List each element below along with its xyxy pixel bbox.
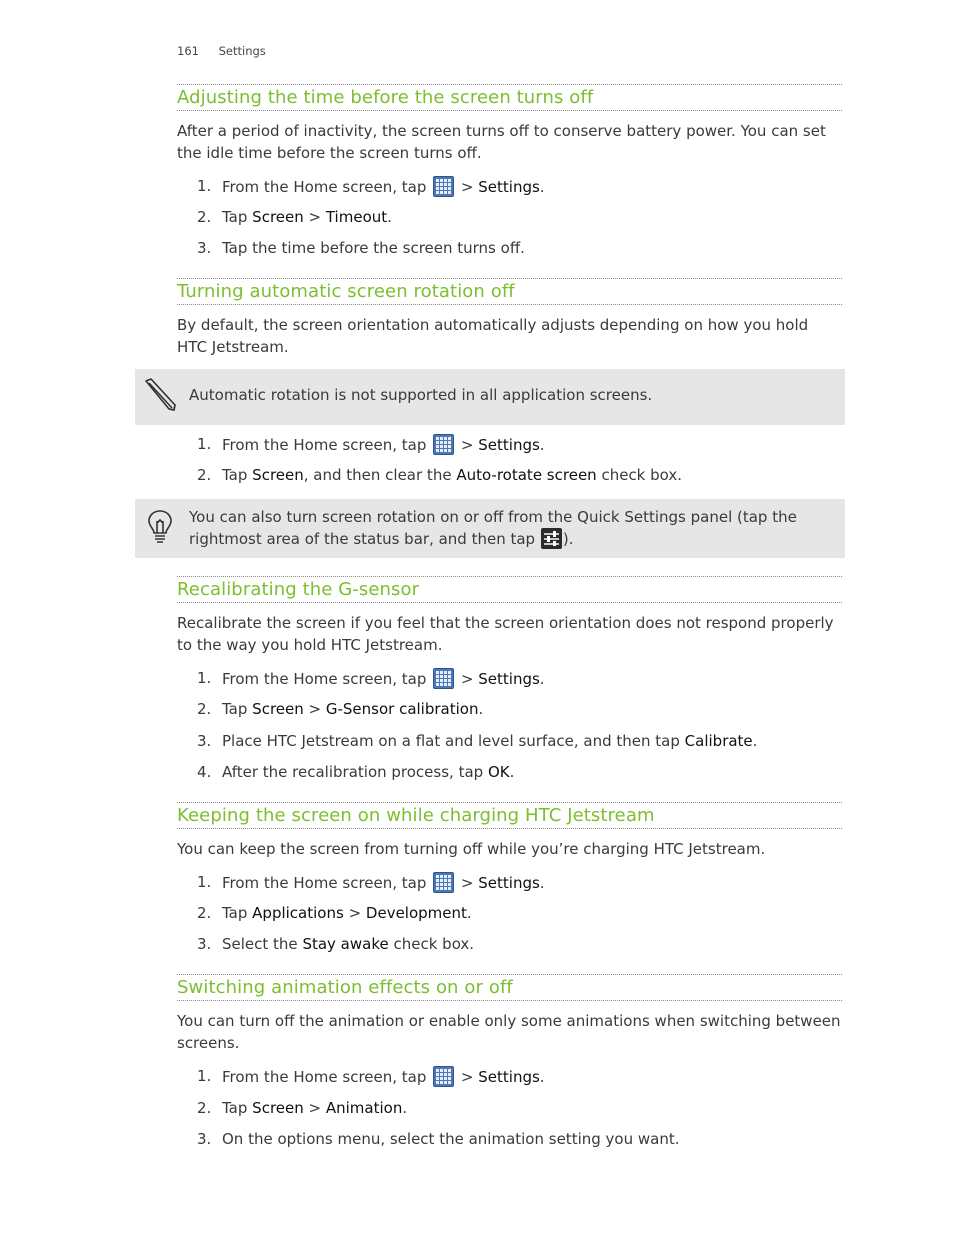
section-title: Keeping the screen on while charging HTC Jetstream (177, 805, 655, 826)
page-number: 161 (177, 44, 199, 58)
section-body: After a period of inactivity, the screen turns off to conserve battery power. You can set the idle time before the screen turns off. (177, 122, 826, 162)
section-animation: Switching animation effects on or off You can turn off the animation or enable only some animations when switching between screens. 1. From the Home screen, tap > Settings. 2. Tap Screen > Animation. 3. On the options menu, select the animation setting you want. (177, 974, 842, 1001)
section-title: Switching animation effects on or off (177, 977, 513, 998)
lightbulb-icon (147, 509, 173, 547)
tip-text: You can also turn screen rotation on or off from the Quick Settings panel (tap the rightmost area of the status bar, and then tap ). (189, 508, 797, 548)
page-header (177, 44, 266, 58)
section-body: You can keep the screen from turning off while you’re charging HTC Jetstream. (177, 840, 766, 858)
note-box (135, 369, 845, 425)
apps-icon (433, 1066, 454, 1087)
apps-icon (433, 434, 454, 455)
note-text: Automatic rotation is not supported in all application screens. (189, 386, 653, 404)
section-title: Turning automatic screen rotation off (177, 281, 515, 302)
header-section: Settings (218, 44, 266, 58)
section-body: Recalibrate the screen if you feel that the screen orientation does not respond properly to the way you hold HTC Jetstream. (177, 614, 834, 654)
pencil-icon (143, 377, 177, 417)
tip-box (135, 499, 845, 558)
section-body: You can turn off the animation or enable only some animations when switching between screens. (177, 1012, 841, 1052)
quick-settings-icon (541, 528, 562, 549)
section-auto-rotation (177, 278, 842, 356)
section-g-sensor: Recalibrating the G-sensor Recalibrate the screen if you feel that the screen orientation does not respond properly to the way you hold HTC Jetstream. 1. From the Home screen, tap > Settings. 2. Tap Screen > G-Sensor calibration. 3. Place HTC Jetstream on a flat and level surface, and then tap Calibrate. 4. After the recalibration process, tap OK. (177, 576, 842, 603)
section-body: By default, the screen orientation automatically adjusts depending on how you hold HTC Jetstream. (177, 316, 809, 356)
section-title: Adjusting the time before the screen turns off (177, 87, 594, 108)
section-screen-timeout: Adjusting the time before the screen turns off After a period of inactivity, the screen turns off to conserve battery power. You can set the idle time before the screen turns off. 1. From the Home screen, tap > Settings. 2. Tap Screen > Timeout. 3. Tap the time before the screen turns off. (177, 84, 842, 111)
apps-icon (433, 872, 454, 893)
apps-icon (433, 176, 454, 197)
section-title: Recalibrating the G-sensor (177, 579, 420, 600)
apps-icon (433, 668, 454, 689)
section-stay-awake: Keeping the screen on while charging HTC Jetstream You can keep the screen from turning off while you’re charging HTC Jetstream. 1. From the Home screen, tap > Settings. 2. Tap Applications > Development. 3. Select the Stay awake check box. (177, 802, 842, 829)
